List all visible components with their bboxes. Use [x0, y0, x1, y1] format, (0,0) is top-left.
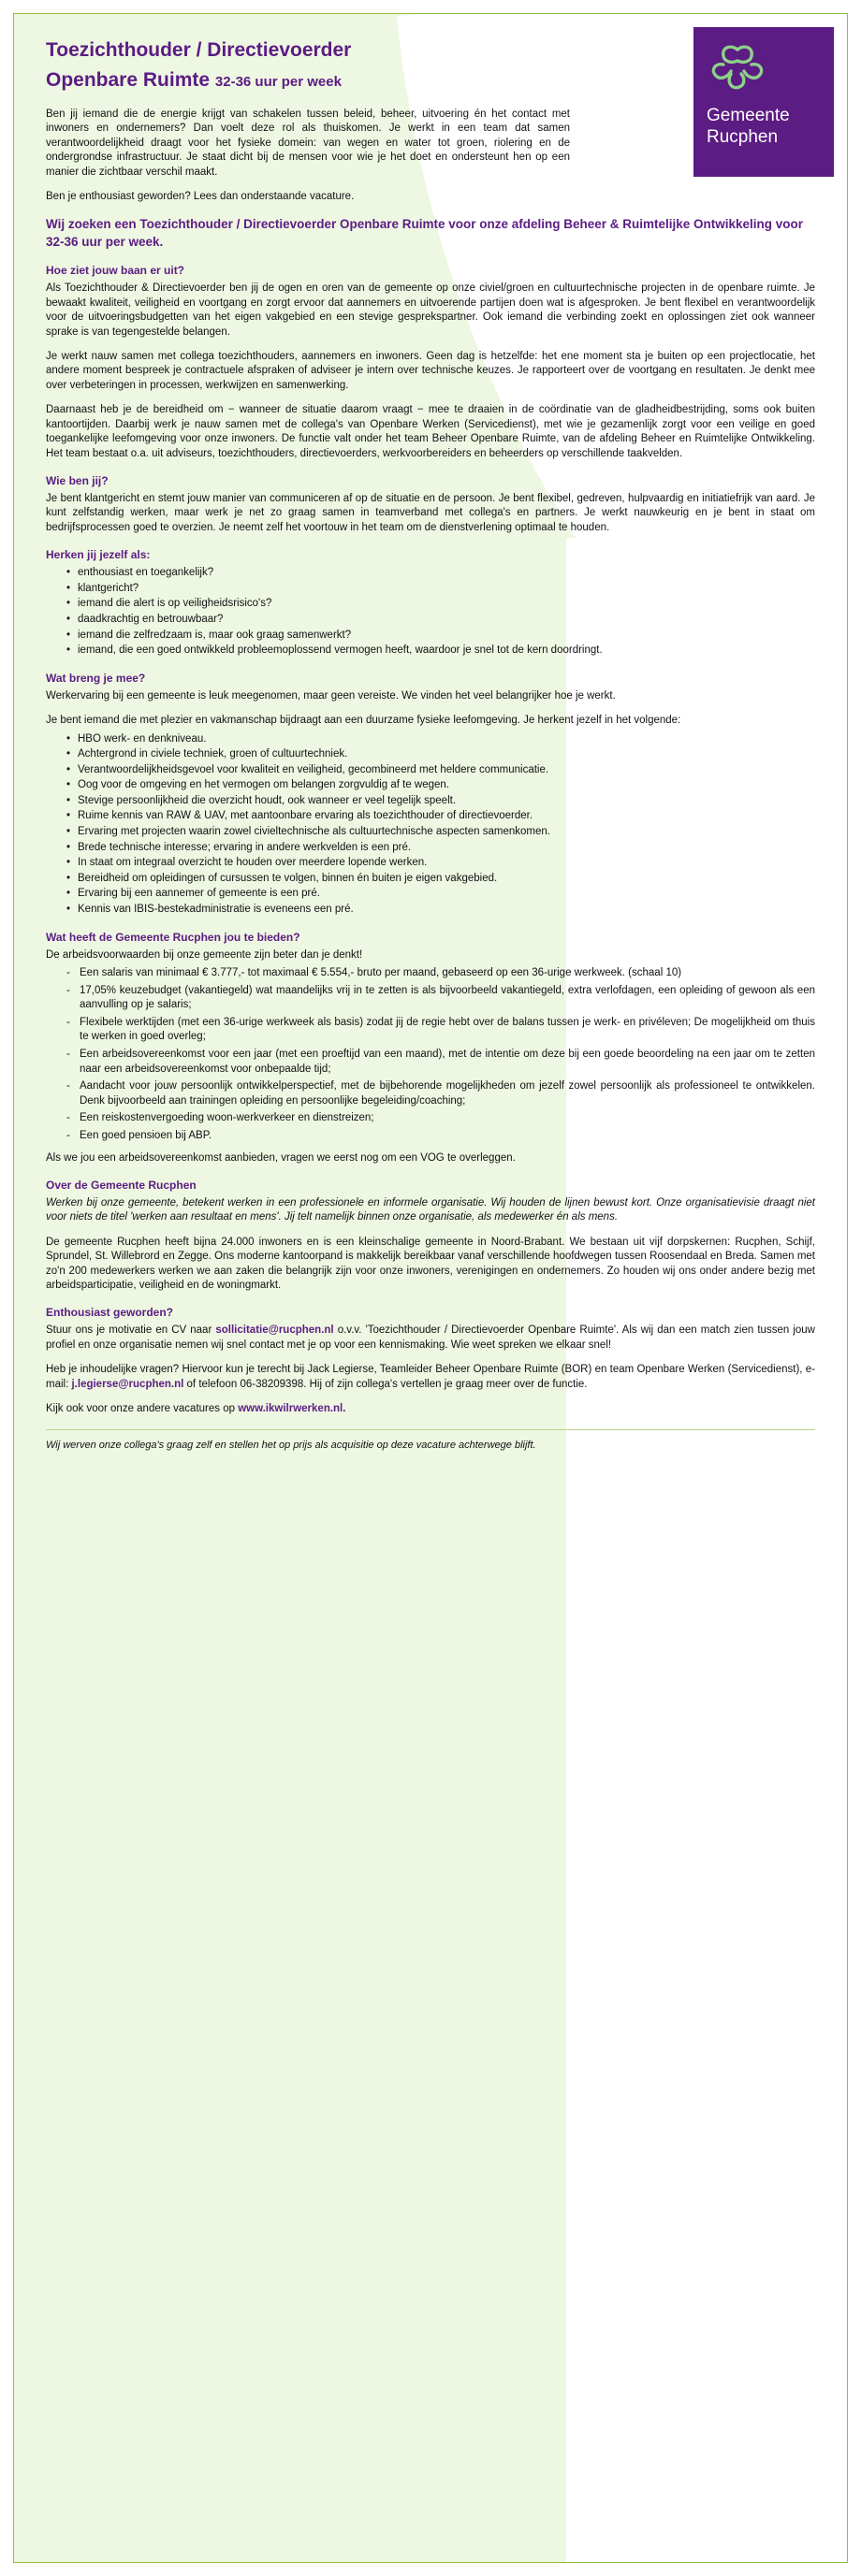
other-text-before: Kijk ook voor onze andere vacatures op — [46, 1403, 239, 1415]
list-item: • daadkrachtig en betrouwbaar? — [66, 613, 815, 628]
recognize-list — [46, 566, 815, 658]
other-vacancies-paragraph — [46, 1402, 815, 1416]
vacancy-content — [14, 14, 847, 1451]
page-title: Toezichthouder / Directievoerder — [46, 39, 352, 61]
list-item: • Ervaring bij een aannemer of gemeente is een pré. — [66, 887, 815, 902]
section-heading-apply: Enthousiast geworden? — [46, 1306, 174, 1320]
list-item: - Flexibele werktijden (met een 36-urige werkweek als basis) zodat jij de regie hebt over de balans tussen je werk- en privéleven; De mogelijkheid om thuis te werken in goed overleg; — [66, 1016, 815, 1045]
gemeente-logo-block — [693, 27, 834, 177]
list-item: • In staat om integraal overzicht te houden over meerdere lopende werken. — [66, 856, 815, 871]
intro-paragraph-2: Ben je enthousiast geworden? Lees dan onderstaande vacature. — [46, 191, 355, 203]
bring-paragraph-2: Je bent iemand die met plezier en vakmanschap bijdraagt aan een duurzame fysieke leefomgeving. Je herkent jezelf in het volgende: — [46, 715, 681, 727]
questions-paragraph — [46, 1363, 815, 1392]
job-paragraph-1: Als Toezichthouder & Directievoerder ben jij de ogen en oren van de gemeente op onze civiel/groen en cultuurtechnische projecten in de openbare ruimte. Je bewaakt kwaliteit, veiligheid en voortgang en zorgt ervoor dat aannemers en uitvoerende partijen doen wat is afgesproken. Je bent flexibel en verantwoordelijk voor de uitvoeringsbudgetten van het eigen vakgebied en een stevige gesprekspartner. Ook iemand die verbinding zoekt en oplossingen ziet ook wanneer sprake is van tegengestelde belangen. — [46, 282, 815, 338]
list-item: - 17,05% keuzebudget (vakantiegeld) wat maandelijks vrij in te zetten is als bijvoorbeeld vakantiegeld, extra verlofdagen, een opleiding of gewoon als een aanvulling op je salaris; — [66, 984, 815, 1013]
list-item: • iemand die zelfredzaam is, maar ook graag samenwerkt? — [66, 629, 815, 644]
page-subtitle-text: Openbare Ruimte — [46, 69, 211, 91]
acquisition-footer-note: Wij werven onze collega's graag zelf en stellen het op prijs als acquisitie op deze vacature achterwege blijft. — [46, 1429, 815, 1451]
questions-text-before: Heb je inhoudelijke vragen? Hiervoor kun je terecht bij Jack Legierse, Teamleider Beheer Openbare Ruimte (BOR) en team Openbare Werken (Servicedienst), e-mail: — [46, 1364, 815, 1390]
list-item: • Ruime kennis van RAW & UAV, met aantoonbare ervaring als toezichthouder of directievoerder. — [66, 809, 815, 824]
apply-text-before: Stuur ons je motivatie en CV naar — [46, 1324, 216, 1337]
list-item: - Een goed pensioen bij ABP. — [66, 1129, 815, 1144]
vacancies-website-link[interactable]: www.ikwilrwerken.nl. — [238, 1403, 346, 1415]
logo-line-2: Rucphen — [707, 127, 779, 147]
wanted-statement: Wij zoeken een Toezichthouder / Directievoerder Openbare Ruimte voor onze afdeling Beheer & Ruimtelijke Ontwikkeling voor 32-36 uur per week. — [46, 217, 804, 250]
list-item: • Oog voor de omgeving en het vermogen om belangen zorgvuldig af te wegen. — [66, 778, 815, 793]
list-item: • Brede technische interesse; ervaring in andere werkvelden is een pré. — [66, 841, 815, 856]
page-hours: 32-36 uur per week — [214, 74, 342, 90]
offer-list — [46, 966, 815, 1144]
list-item: • HBO werk- en denkniveau. — [66, 732, 815, 747]
section-heading-job: Hoe ziet jouw baan er uit? — [46, 264, 185, 278]
section-heading-who: Wie ben jij? — [46, 473, 109, 487]
list-item: • klantgericht? — [66, 582, 815, 597]
list-item: • iemand, die een goed ontwikkeld probleemoplossend vermogen heeft, waardoor je snel tot de kern doordringt. — [66, 644, 815, 658]
who-paragraph-1: Je bent klantgericht en stemt jouw manier van communiceren af op de situatie en de persoon. Je bent flexibel, gedreven, hulpvaardig en initiatiefrijk van aard. Je kunt zelfstandig werken, maar werk je net zo graag samen in teamverband met collega's en partners. Je werkt nauwkeurig en je bent in staat om bedrijfsprocessen goed te overzien. Je neemt zelf het voortouw in het team om de dienstverlening optimaal te houden. — [46, 492, 815, 533]
about-italic-paragraph: Werken bij onze gemeente, betekent werken in een professionele en informele organisatie. Wij houden de lijnen bewust kort. Onze organisatievisie draagt niet voor niets de titel 'werken aan resultaat en mens'. Jij telt namelijk binnen onze organisatie, als medewerker én als mens. — [46, 1196, 815, 1223]
section-heading-recognize: Herken jij jezelf als: — [46, 548, 151, 562]
apply-text-after: o.v.v. 'Toezichthouder / Directievoerder Openbare Ruimte'. Als wij dan een match zien tussen jouw profiel en onze organisatie nemen wij snel contact met je op voor een kennismaking. Wie weet spreken we elkaar snel! — [46, 1324, 815, 1351]
section-heading-bring: Wat breng je mee? — [46, 671, 146, 685]
about-paragraph-2: De gemeente Rucphen heeft bijna 24.000 inwoners en is een kleinschalige gemeente in Noord-Brabant. We bestaan uit vijf dorpskernen: Rucphen, Schijf, Sprundel, St. Willebrord en Zegge. Ons moderne kantoorpand is makkelijk bereikbaar vanaf verschillende hoofdwegen tussen Roosendaal en Breda. Samen met zo'n 200 medewerkers werken we aan zaken die belangrijk zijn voor onze inwoners, verenigingen en ondernemers. Zo houden wij ons onder andere bezig met arbeidsparticipatie, veiligheid en de woningmarkt. — [46, 1236, 815, 1291]
list-item: - Een reiskostenvergoeding woon-werkverkeer en dienstreizen; — [66, 1111, 815, 1126]
bring-list — [46, 732, 815, 918]
list-item: • Ervaring met projecten waarin zowel civieltechnische als cultuurtechnische aspecten samenkomen. — [66, 825, 815, 840]
list-item: • Verantwoordelijkheidsgevoel voor kwaliteit en veiligheid, gecombineerd met heldere communicatie. — [66, 763, 815, 778]
job-paragraph-3: Daarnaast heb je de bereidheid om − wanneer de situatie daarom vraagt − mee te draaien in de coördinatie van de gladheidbestrijding, soms ook buiten kantoortijden. Daarbij werk je nauw samen met de collega's van Openbare Werken (Servicedienst), met wie je gezamenlijk zorgt voor een veilige en goed toegankelijke leefomgeving voor onze inwoners. De functie valt onder het team Beheer Openbare Ruimte, van de afdeling Beheer en Ruimtelijke Ontwikkeling. Het team bestaat o.a. uit adviseurs, toezichthouders, directievoerders, werkvoorbereiders en beheerders op verschillende taakvelden. — [46, 404, 815, 459]
list-item: • Stevige persoonlijkheid die overzicht houdt, ook wanneer er veel tegelijk speelt. — [66, 794, 815, 809]
list-item: • Kennis van IBIS-bestekadministratie is eveneens een pré. — [66, 903, 815, 918]
intro-paragraph-1: Ben jij iemand die de energie krijgt van schakelen tussen beleid, beheer, uitvoering én het contact met inwoners en ondernemers? Dan voelt deze rol als thuiskomen. Je werkt in een team dat samen verantwoordelijkheid draagt voor het fysieke domein: van wegen en water tot groen, riolering en de ondergrondse infrastructuur. Je staat dicht bij de mensen voor wie je het doet en ondersteunt hen op een manier die zichtbaar verschil maakt. — [46, 109, 570, 178]
apply-paragraph — [46, 1324, 815, 1353]
offer-paragraph-1: De arbeidsvoorwaarden bij onze gemeente zijn beter dan je denkt! — [46, 948, 363, 961]
bring-paragraph-1: Werkervaring bij een gemeente is leuk meegenomen, maar geen vereiste. We vinden het veel belangrijker hoe je werkt. — [46, 689, 616, 702]
list-item: - Een arbeidsovereenkomst voor een jaar (met een proeftijd van een maand), met de intentie om deze bij een goede beoordeling na een jaar om te zetten naar een arbeidsovereenkomst voor onbepaalde tijd; — [66, 1048, 815, 1077]
contact-email-link[interactable]: j.legierse@rucphen.nl — [71, 1378, 184, 1390]
list-item: • Bereidheid om opleidingen of cursussen te volgen, binnen én buiten je eigen vakgebied. — [66, 872, 815, 887]
list-item: • Achtergrond in civiele techniek, groen of cultuurtechniek. — [66, 747, 815, 762]
list-item: • iemand die alert is op veiligheidsrisico's? — [66, 597, 815, 612]
apply-email-link[interactable]: sollicitatie@rucphen.nl — [215, 1324, 334, 1337]
list-item: - Een salaris van minimaal € 3.777,- tot maximaal € 5.554,- bruto per maand, gebaseerd op een 36-urige werkweek. (schaal 10) — [66, 966, 815, 981]
vacancy-sheet — [13, 13, 848, 2563]
job-paragraph-2: Je werkt nauw samen met collega toezichthouders, aannemers en inwoners. Geen dag is hetzelfde: het ene moment sta je buiten op een projectlocatie, het andere moment bespreek je contractuele afspraken of adviseer je intern over technische keuzes. Je rapporteert over de voortgang en resultaten. Je denkt mee over verbeteringen in processen, werkwijzen en samenwerking. — [46, 351, 815, 391]
list-item: - Aandacht voor jouw persoonlijk ontwikkelperspectief, met de bijbehorende mogelijkheden om jezelf zowel persoonlijk als professioneel te ontwikkelen. Denk bijvoorbeeld aan trainingen opleiding en persoonlijke begeleiding/coaching; — [66, 1079, 815, 1108]
rucphen-flower-logo-icon — [708, 42, 766, 94]
vog-note: Als we jou een arbeidsovereenkomst aanbieden, vragen we eerst nog om een VOG te overleggen. — [46, 1151, 516, 1164]
logo-line-1: Gemeente — [707, 106, 790, 125]
questions-text-after: of telefoon 06-38209398. Hij of zijn collega's vertellen je graag meer over de functie. — [183, 1378, 588, 1390]
list-item: • enthousiast en toegankelijk? — [66, 566, 815, 581]
section-heading-about: Over de Gemeente Rucphen — [46, 1178, 197, 1192]
section-heading-offer: Wat heeft de Gemeente Rucphen jou te bieden? — [46, 930, 300, 944]
